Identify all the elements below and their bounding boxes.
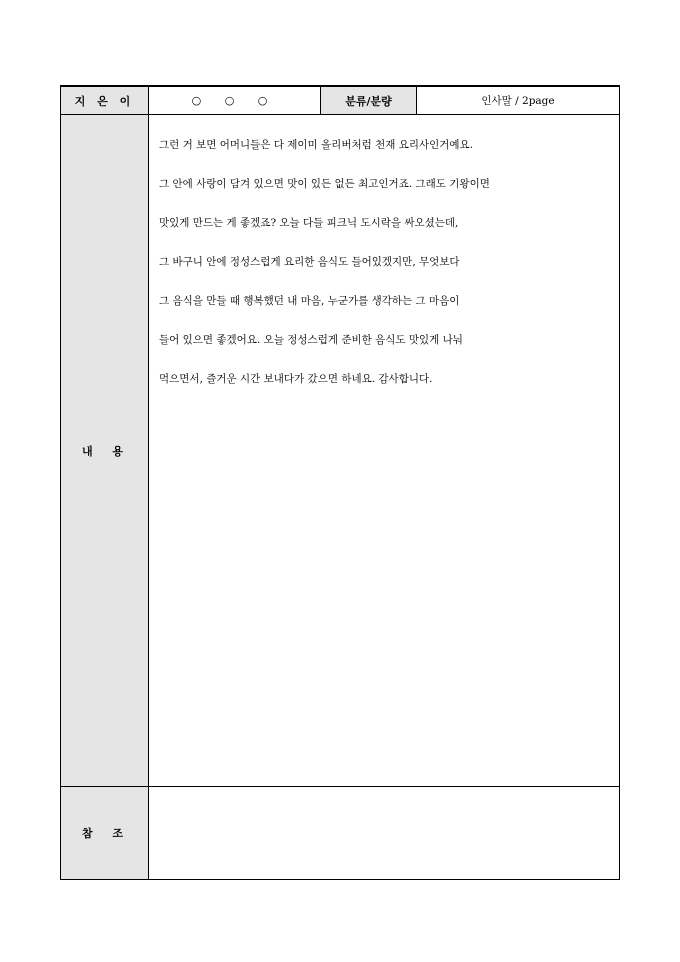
document-form — [60, 85, 620, 880]
content-row — [61, 115, 619, 787]
content-label: 내 용 — [61, 115, 149, 786]
content-line: 그 음식을 만들 때 행복했던 내 마음, 누군가를 생각하는 그 마음이 — [159, 294, 460, 307]
category-label: 분류/분량 — [321, 87, 417, 114]
reference-value — [149, 787, 619, 879]
author-label: 지 은 이 — [61, 87, 149, 114]
content-line: 그 안에 사랑이 담겨 있으면 맛이 있든 없든 최고인거죠. 그래도 기왕이면 — [159, 177, 490, 190]
header-row — [61, 87, 619, 115]
reference-row — [61, 787, 619, 879]
content-body — [149, 115, 619, 786]
author-value: ○ ○ ○ — [149, 87, 321, 114]
content-line: 맛있게 만드는 게 좋겠죠? 오늘 다들 피크닉 도시락을 싸오셨는데, — [159, 216, 459, 229]
content-line: 그 바구니 안에 정성스럽게 요리한 음식도 들어있겠지만, 무엇보다 — [159, 255, 460, 268]
reference-label: 참 조 — [61, 787, 149, 879]
content-line: 그런 거 보면 어머니들은 다 제이미 올리버처럼 천재 요리사인거예요. — [159, 138, 474, 151]
content-line: 먹으면서, 즐거운 시간 보내다가 갔으면 하네요. 감사합니다. — [159, 372, 433, 385]
content-line: 들어 있으면 좋겠어요. 오늘 정성스럽게 준비한 음식도 맛있게 나눠 — [159, 333, 463, 346]
category-value: 인사말 / 2page — [481, 95, 555, 107]
